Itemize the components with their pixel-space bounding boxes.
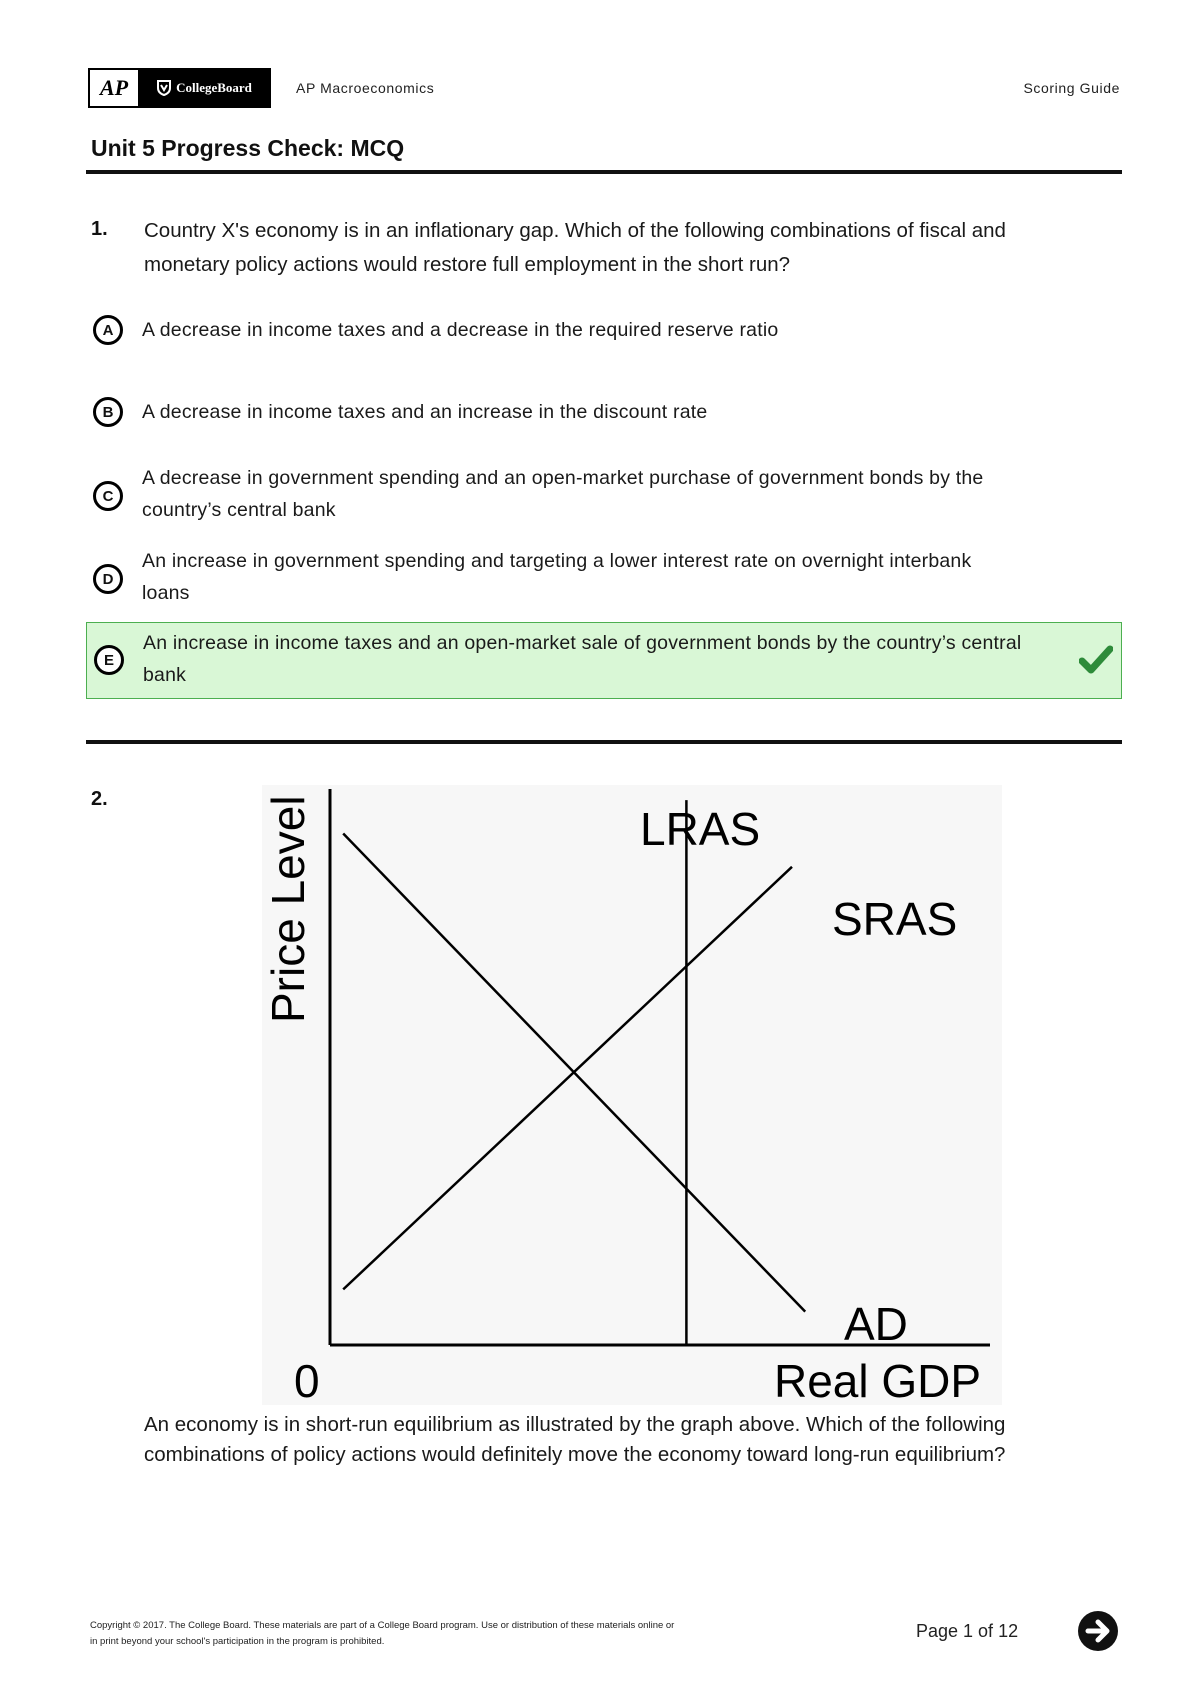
choice-b[interactable] bbox=[86, 394, 1122, 430]
choice-d[interactable] bbox=[86, 545, 1122, 613]
sras-label: SRAS bbox=[832, 893, 958, 945]
question-2-number: 2. bbox=[91, 788, 108, 810]
x-axis-label: Real GDP bbox=[774, 1355, 982, 1405]
question-divider bbox=[86, 740, 1122, 744]
acorn-shield-icon bbox=[157, 80, 171, 96]
ad-label: AD bbox=[844, 1298, 908, 1350]
question-1-stem-line-1: Country X's economy is in an inflationary gap. Which of the following combinations of fiscal and bbox=[144, 219, 1006, 242]
choice-c[interactable] bbox=[86, 462, 1122, 530]
collegeboard-logo-mark bbox=[140, 70, 269, 106]
ad-as-graph bbox=[262, 785, 1002, 1405]
course-name: AP Macroeconomics bbox=[296, 80, 435, 96]
y-axis-label: Price Level bbox=[262, 795, 314, 1023]
choice-a-letter: A bbox=[93, 315, 123, 345]
choice-d-text-line-1: An increase in government spending and targeting a lower interest rate on overnight interbank bbox=[142, 550, 972, 572]
copyright-line-1: Copyright © 2017. The College Board. These materials are part of a College Board program. Use or distribution of these materials online or bbox=[90, 1620, 675, 1631]
collegeboard-logo-text: CollegeBoard bbox=[176, 80, 252, 95]
choice-c-text-line-2: country’s central bank bbox=[142, 499, 336, 521]
question-2-stem-line-2: combinations of policy actions would definitely move the economy toward long-run equilibrium? bbox=[144, 1443, 1006, 1466]
question-2-stem-line-1: An economy is in short-run equilibrium as illustrated by the graph above. Which of the following bbox=[144, 1413, 1006, 1436]
page-number: Page 1 of 12 bbox=[916, 1621, 1019, 1641]
choice-b-text: A decrease in income taxes and an increase in the discount rate bbox=[142, 401, 708, 423]
page-title: Unit 5 Progress Check: MCQ bbox=[91, 135, 405, 161]
correct-check-icon bbox=[1079, 645, 1113, 675]
question-1-stem-line-2: monetary policy actions would restore full employment in the short run? bbox=[144, 253, 791, 276]
question-1-number: 1. bbox=[91, 218, 108, 240]
origin-label: 0 bbox=[294, 1355, 320, 1405]
choice-d-text-line-2: loans bbox=[142, 582, 190, 604]
choice-d-letter: D bbox=[93, 564, 123, 594]
scoring-guide-label: Scoring Guide bbox=[1023, 80, 1120, 96]
choice-a[interactable] bbox=[86, 312, 1122, 348]
copyright-notice bbox=[90, 1618, 770, 1650]
ap-logo-mark: AP bbox=[90, 70, 140, 106]
choice-a-text: A decrease in income taxes and a decrease in the required reserve ratio bbox=[142, 319, 779, 341]
next-page-arrow-icon[interactable] bbox=[1077, 1610, 1119, 1652]
choice-e-correct[interactable] bbox=[86, 622, 1122, 699]
lras-label: LRAS bbox=[640, 803, 761, 855]
title-divider bbox=[86, 170, 1122, 174]
choice-c-text-line-1: A decrease in government spending and an open-market purchase of government bonds by the bbox=[142, 467, 984, 489]
choice-c-letter: C bbox=[93, 481, 123, 511]
choice-e-text-line-2: bank bbox=[143, 664, 187, 686]
ap-collegeboard-logo bbox=[88, 68, 271, 108]
choice-b-letter: B bbox=[93, 397, 123, 427]
choice-e-letter: E bbox=[94, 645, 124, 675]
choice-e-text-line-1: An increase in income taxes and an open-market sale of government bonds by the country’s central bbox=[143, 632, 1022, 654]
copyright-line-2: in print beyond your school's participation in the program is prohibited. bbox=[90, 1636, 385, 1647]
